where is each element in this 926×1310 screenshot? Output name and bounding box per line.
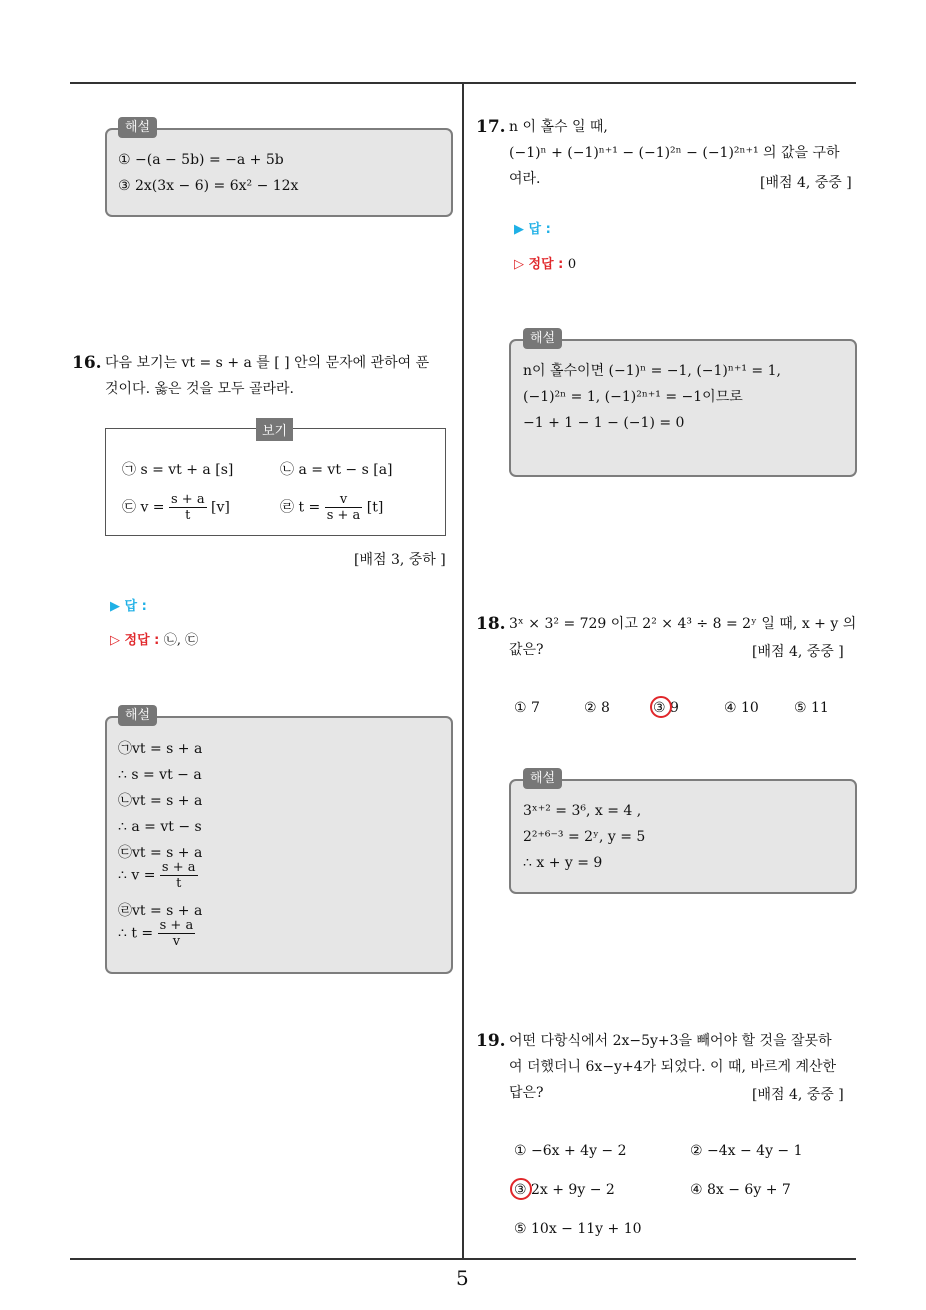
bogi-option: ㉠ s = vt + a [s]: [122, 462, 234, 478]
fraction: [158, 918, 196, 949]
line-prefix: ∴ t =: [118, 925, 154, 942]
question-text: 값은?: [509, 642, 544, 658]
question-number: 18.: [476, 614, 506, 634]
solution-box-15: [105, 128, 453, 217]
choice-5[interactable]: ⑤ 11: [794, 700, 829, 716]
denominator: t: [185, 508, 191, 523]
solution-line: ㉢vt = s + a: [118, 845, 203, 861]
solution-line: (−1)²ⁿ = 1, (−1)²ⁿ⁺¹ = −1이므로: [523, 389, 743, 405]
column-divider: [462, 84, 464, 1259]
option-prefix: ㉣ t =: [280, 499, 321, 516]
bogi-label: 보기: [256, 418, 293, 441]
numerator: s + a: [159, 918, 194, 933]
choice-5[interactable]: ⑤ 10x − 11y + 10: [514, 1221, 642, 1237]
choice-4[interactable]: ④ 8x − 6y + 7: [690, 1182, 791, 1198]
fraction: [169, 492, 207, 523]
denominator: v: [172, 934, 181, 949]
question-number: 17.: [476, 117, 506, 137]
bottom-rule: [70, 1258, 856, 1260]
fraction: [325, 492, 363, 523]
solution-line: 2²⁺⁶⁻³ = 2ʸ, y = 5: [523, 829, 646, 845]
question-text: 답은?: [509, 1085, 544, 1101]
correct-value: 0: [567, 257, 577, 272]
choice-3[interactable]: ③ 9: [653, 700, 679, 716]
question-text: 여 더했더니 6x−y+4가 되었다. 이 때, 바르게 계산한: [509, 1059, 837, 1075]
option-suffix: [v]: [211, 499, 230, 516]
solution-box-17: [509, 339, 857, 477]
choice-1[interactable]: ① 7: [514, 700, 540, 716]
choice-2[interactable]: ② 8: [584, 700, 610, 716]
solution-tag: 해설: [523, 328, 562, 349]
points-label: [배점 4, 중중 ]: [752, 644, 844, 660]
solution-line: 3ˣ⁺² = 3⁶, x = 4 ,: [523, 803, 642, 819]
correct-answer: [514, 253, 576, 272]
answer-label: ▶ 답 :: [514, 222, 551, 237]
numerator: v: [325, 492, 363, 508]
solution-line: [118, 918, 195, 949]
solution-line: ① −(a − 5b) = −a + 5b: [118, 152, 284, 168]
solution-line: ㉠vt = s + a: [118, 741, 203, 757]
question-number: 16.: [72, 353, 102, 373]
bogi-option: [280, 492, 383, 523]
points-label: [배점 4, 중중 ]: [760, 175, 852, 191]
solution-tag: 해설: [118, 705, 157, 726]
solution-tag: 해설: [523, 768, 562, 789]
numerator: s + a: [161, 860, 196, 875]
denominator: t: [176, 876, 182, 891]
solution-line: ∴ x + y = 9: [523, 855, 603, 871]
option-prefix: ㉢ v =: [122, 499, 165, 516]
question-text: 다음 보기는 vt = s + a 를 [ ] 안의 문자에 관하여 푼: [105, 355, 430, 371]
solution-line: ③ 2x(3x − 6) = 6x² − 12x: [118, 178, 299, 194]
option-suffix: [t]: [366, 499, 384, 516]
page-number: 5: [456, 1266, 469, 1290]
question-text: (−1)ⁿ + (−1)ⁿ⁺¹ − (−1)²ⁿ − (−1)²ⁿ⁺¹ 의 값을 구하: [509, 145, 840, 161]
fraction: [160, 860, 198, 891]
correct-label: ▷ 정답 :: [514, 257, 564, 272]
correct-answer: [110, 629, 198, 648]
solution-tag: 해설: [118, 117, 157, 138]
choice-1[interactable]: ① −6x + 4y − 2: [514, 1143, 627, 1159]
solution-line: −1 + 1 − 1 − (−1) = 0: [523, 415, 685, 431]
question-text: 것이다. 옳은 것을 모두 골라라.: [105, 381, 294, 397]
correct-value: ㉡, ㉢: [163, 633, 199, 648]
solution-line: ㉣vt = s + a: [118, 903, 203, 919]
selected-answer-circle: [650, 696, 672, 718]
points-label: [배점 4, 중중 ]: [752, 1087, 844, 1103]
bogi-option: [122, 492, 230, 523]
solution-line: [118, 860, 198, 891]
correct-label: ▷ 정답 :: [110, 633, 160, 648]
solution-line: n이 홀수이면 (−1)ⁿ = −1, (−1)ⁿ⁺¹ = 1,: [523, 363, 781, 379]
points-label: [배점 3, 중하 ]: [354, 552, 446, 568]
choice-4[interactable]: ④ 10: [724, 700, 759, 716]
answer-label: ▶ 답 :: [110, 599, 147, 614]
question-number: 19.: [476, 1031, 506, 1051]
choice-2[interactable]: ② −4x − 4y − 1: [690, 1143, 803, 1159]
question-text: n 이 홀수 일 때,: [509, 119, 608, 135]
question-text: 여라.: [509, 171, 541, 187]
denominator: s + a: [326, 508, 361, 523]
solution-line: ∴ s = vt − a: [118, 767, 202, 783]
choice-3[interactable]: ③ 2x + 9y − 2: [514, 1182, 615, 1198]
question-text: 어떤 다항식에서 2x−5y+3을 빼어야 할 것을 잘못하: [509, 1033, 832, 1049]
selected-answer-circle: [510, 1178, 532, 1200]
line-prefix: ∴ v =: [118, 867, 156, 884]
solution-line: ㉡vt = s + a: [118, 793, 203, 809]
bogi-option: ㉡ a = vt − s [a]: [280, 462, 393, 478]
numerator: s + a: [171, 492, 205, 507]
question-text: 3ˣ × 3² = 729 이고 2² × 4³ ÷ 8 = 2ʸ 일 때, x + y 의: [509, 616, 857, 632]
solution-line: ∴ a = vt − s: [118, 819, 202, 835]
